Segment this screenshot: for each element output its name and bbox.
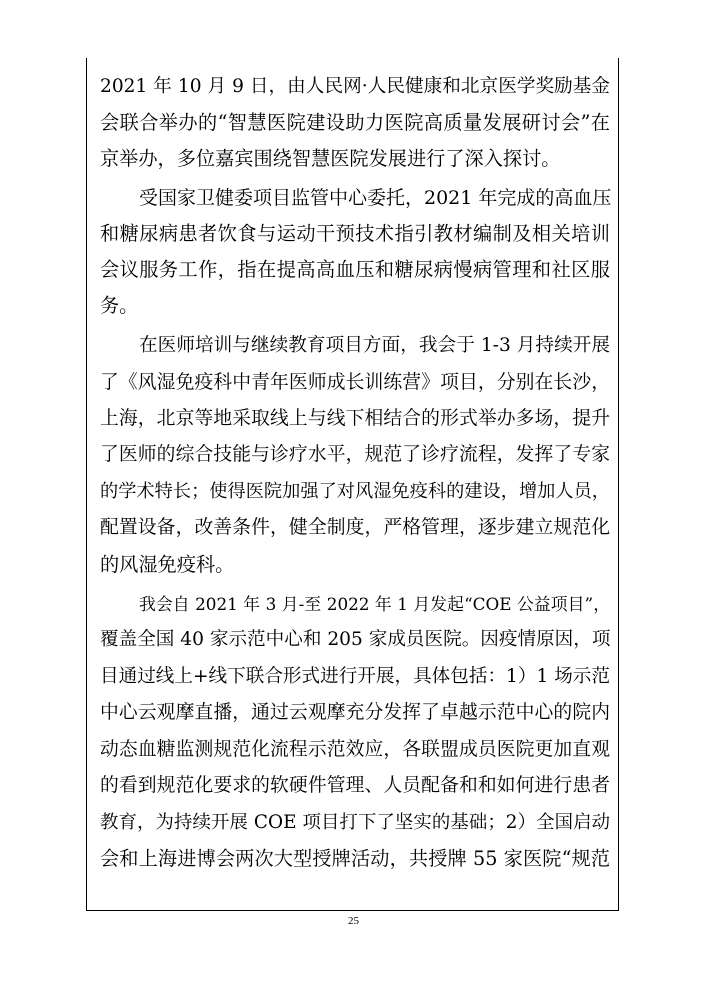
paragraph-3-line-3: 上海，北京等地采取线上与线下相结合的形式举办多场，提升 bbox=[100, 408, 610, 429]
paragraph-4-line-6: 的看到规范化要求的软硬件管理、人员配备和和如何进行患者 bbox=[100, 775, 610, 796]
paragraph-3-line-4: 了医师的综合技能与诊疗水平，规范了诊疗流程，发挥了专家 bbox=[100, 444, 610, 465]
paragraph-4-line-7: 教育，为持续开展 COE 项目打下了坚实的基础；2）全国启动 bbox=[100, 812, 610, 833]
paragraph-2-line-2: 和糖尿病患者饮食与运动干预技术指引教材编制及相关培训 bbox=[100, 222, 610, 245]
paragraph-1-line-1: 2021 年 10 月 9 日，由人民网·人民健康和北京医学奖励基金 bbox=[100, 76, 610, 97]
paragraph-4-line-1: 我会自 2021 年 3 月-至 2022 年 1 月发起“COE 公益项目”， bbox=[139, 594, 610, 614]
paragraph-4-line-4: 中心云观摩直播，通过云观摩充分发挥了卓越示范中心的院内 bbox=[100, 702, 610, 723]
paragraph-1-line-3: 京举办，多位嘉宾围绕智慧医院发展进行了深入探讨。 bbox=[100, 147, 561, 170]
paragraph-4-line-3: 目通过线上+线下联合形式进行开展，具体包括：1）1 场示范 bbox=[100, 666, 610, 687]
paragraph-2-line-3: 会议服务工作，指在提高高血压和糖尿病慢病管理和社区服 bbox=[100, 258, 610, 281]
paragraph-1-line-2: 会联合举办的“智慧医院建设助力医院高质量发展研讨会”在 bbox=[100, 111, 610, 134]
paragraph-3-line-2: 了《风湿免疫科中青年医师成长训练营》项目，分别在长沙， bbox=[100, 372, 610, 393]
paragraph-2-line-1: 受国家卫健委项目监管中心委托，2021 年完成的高血压 bbox=[139, 187, 612, 209]
paragraph-3-line-6: 配置设备，改善条件，健全制度，严格管理，逐步建立规范化 bbox=[100, 517, 610, 538]
paragraph-2-line-4: 务。 bbox=[100, 294, 139, 317]
paragraph-4-line-8: 会和上海进博会两次大型授牌活动，共授牌 55 家医院“规范 bbox=[100, 847, 610, 870]
page-number: 25 bbox=[348, 915, 359, 927]
paragraph-3-line-7: 的风湿免疫科。 bbox=[100, 553, 235, 576]
paragraph-3-line-5: 的学术特长；使得医院加强了对风湿免疫科的建设，增加人员， bbox=[100, 481, 610, 502]
paragraph-3-line-1: 在医师培训与继续教育项目方面，我会于 1-3 月持续开展 bbox=[139, 335, 610, 356]
paragraph-4-line-5: 动态血糖监测规范化流程示范效应，各联盟成员医院更加直观 bbox=[100, 739, 610, 760]
paragraph-4-line-2: 覆盖全国 40 家示范中心和 205 家成员医院。因疫情原因，项 bbox=[100, 629, 611, 650]
